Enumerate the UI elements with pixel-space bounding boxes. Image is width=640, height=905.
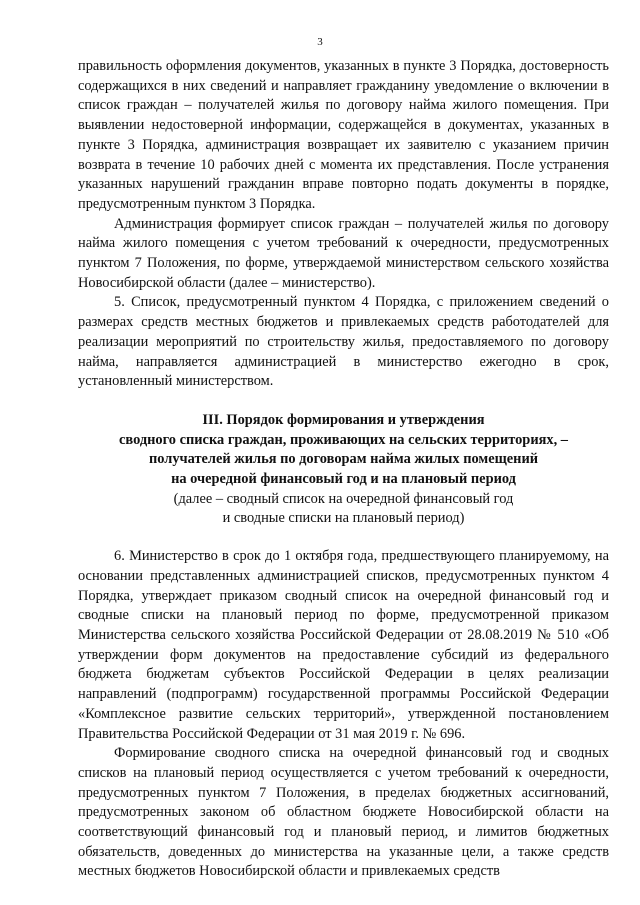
section-heading-note-line-1: (далее – сводный список на очередной финансовый год (173, 490, 514, 507)
paragraph-continuation: правильность оформления документов, указанных в пункте 3 Порядка, достоверность содержащихся в них сведений и направляет гражданину уведомление о включении в список граждан – получателей жилья по договору найма жилого помещения. При выявлении недостоверной информации, содержащейся в документах, указанных в пункте 3 Порядка, администрация возвращает их заявителю с указанием причин возврата в течение 10 рабочих дней с момента их представления. После устранения указанных нарушений гражданин вправе повторно подать документы в порядке, предусмотренным пунктом 3 Порядка. (78, 58, 609, 212)
paragraph-item-6: 6. Министерство в срок до 1 октября года, предшествующего планируемому, на основании представленных администрацией списков, предусмотренных пунктом 4 Порядка, утверждает приказом сводный список на очередной финансовый год и сводные списки на плановый период по форме, предусмотренной приказом Министерства сельского хозяйства Российской Федерации от 28.08.2019 № 510 «Об утверждении форм документов на предоставление субсидий из федерального бюджета бюджетам субъектов Российской Федерации в целях реализации направлений (подпрограмм) государственной программы Российской Федерации «Комплексное развитие сельских территорий», утвержденной постановлением Правительства Российской Федерации от 31 мая 2019 г. № 696. (78, 548, 609, 742)
section-heading-note-line-2: и сводные списки на плановый период) (222, 510, 465, 527)
section-heading (78, 411, 609, 529)
section-heading-line-1: III. Порядок формирования и утверждения (202, 411, 485, 428)
document-body (78, 57, 609, 882)
page-number: 3 (317, 36, 323, 48)
section-heading-line-2: сводного списка граждан, проживающих на сельских территориях, – (119, 431, 568, 448)
paragraph-consolidated-list-formation: Формирование сводного списка на очередной финансовый год и сводных списков на плановый период осуществляется с учетом требований к очередности, предусмотренных пунктом 7 Положения, в пределах бюджетных ассигнований, предусмотренных законом об областном бюджете Новосибирской области на соответствующий финансовый год и плановый период, и лимитов бюджетных обязательств, доведенных до министерства на указанные цели, а также средств местных бюджетов Новосибирской области и привлекаемых средств (78, 745, 609, 880)
section-heading-line-4: на очередной финансовый год и на плановый период (171, 471, 516, 488)
paragraph-list-formation: Администрация формирует список граждан – получателей жилья по договору найма жилого помещения с учетом требований к очередности, предусмотренных пунктом 7 Положения, по форме, утверждаемой министерством сельского хозяйства Новосибирской области (далее – министерство). (78, 215, 609, 291)
paragraph-item-5: 5. Список, предусмотренный пунктом 4 Порядка, с приложением сведений о размерах средств местных бюджетов и привлекаемых средств работодателей для реализации мероприятий по строительству жилья, предоставляемого по договору найма, направляется администрацией в министерство ежегодно в срок, установленный министерством. (78, 294, 609, 390)
section-heading-line-3: получателей жилья по договорам найма жилых помещений (148, 451, 539, 468)
